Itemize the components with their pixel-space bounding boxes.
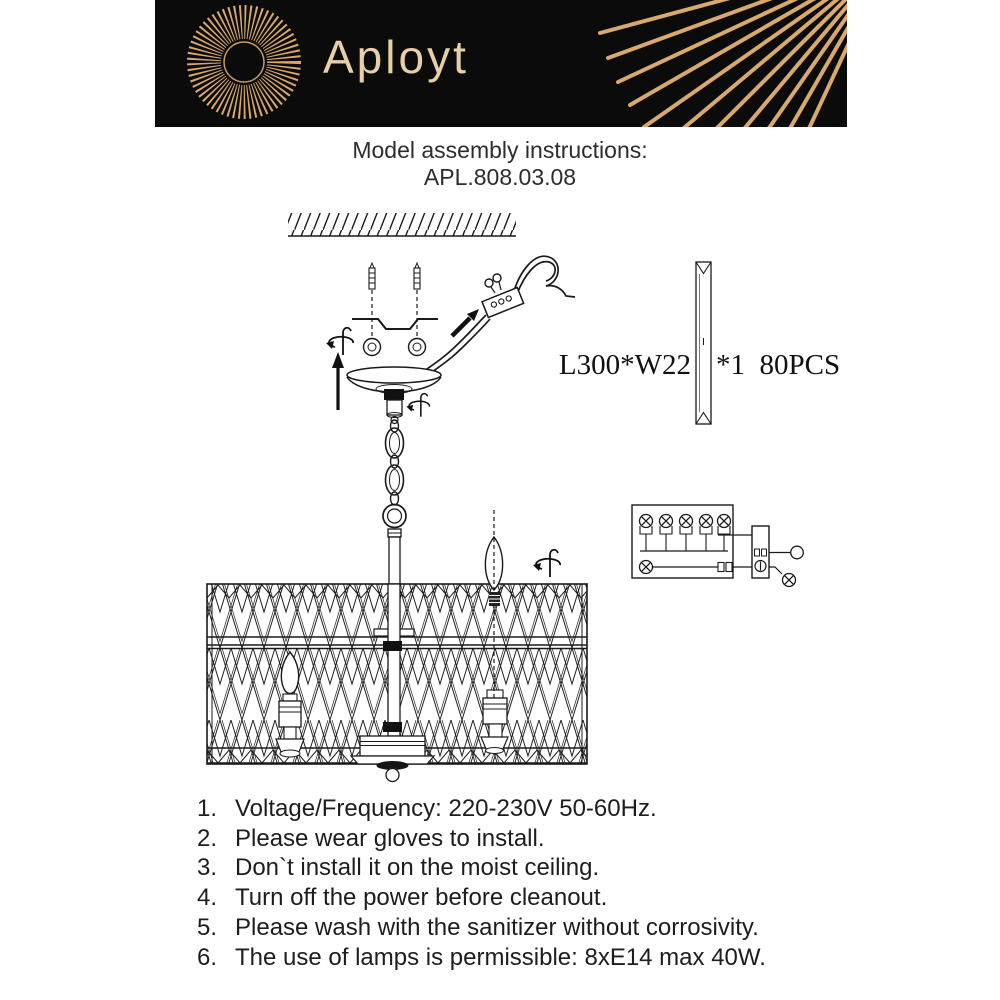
model-code: APL.808.03.08 [423, 164, 577, 190]
lamp-symbol-icon [700, 515, 713, 528]
lamp-symbol-icon [783, 574, 796, 587]
power-wire [424, 256, 575, 374]
lamp-symbol-icon [718, 515, 731, 528]
instruction-item [197, 853, 897, 883]
crystal-strip [696, 262, 711, 424]
instruction-text: The use of lamps is permissible: 8xE14 max 40W. [235, 943, 766, 971]
mounting-bracket [352, 319, 438, 329]
lift-arrow-icon [332, 352, 344, 410]
crystal-strip-label-left: L300*W22 [558, 349, 691, 381]
instruction-item [197, 913, 897, 943]
instruction-text: Please wash with the sanitizer without corrosivity. [235, 913, 759, 941]
lamp-symbol-icon [680, 515, 693, 528]
ceiling-hatch [288, 213, 516, 236]
instruction-number: 2. [197, 824, 218, 852]
crystal-strip-label-right: *1 80PCS [716, 349, 841, 381]
instruction-text: Turn off the power before cleanout. [235, 884, 608, 912]
page-title: Model assembly instructions: [352, 137, 648, 163]
suspension-rod [389, 537, 400, 585]
brand-name: Aployt [323, 31, 469, 83]
bottom-bowl [351, 736, 434, 770]
instruction-item [197, 883, 897, 913]
instruction-number: 3. [197, 854, 218, 882]
lamp-symbol-icon [660, 515, 673, 528]
instruction-item [197, 943, 897, 973]
terminal-block [752, 526, 769, 578]
instruction-text: Don`t install it on the moist ceiling. [235, 854, 600, 882]
ground-terminal-icon [791, 546, 804, 559]
instruction-item [197, 794, 897, 824]
hanging-chain [386, 420, 404, 505]
candle-socket-right [481, 690, 508, 754]
instruction-item [197, 824, 897, 854]
drum-shade [207, 584, 587, 782]
mounting-screws [364, 263, 426, 356]
lamp-symbol-icon [640, 515, 653, 528]
instruction-number: 4. [197, 884, 218, 912]
lamp-symbol-icon [640, 561, 653, 574]
instruction-number: 1. [197, 795, 218, 822]
instruction-text: Voltage/Frequency: 220-230V 50-60Hz. [235, 795, 657, 822]
bottom-finial [386, 768, 399, 782]
rotate-icon [406, 394, 429, 417]
instruction-number: 5. [197, 913, 218, 941]
rotate-icon [326, 328, 353, 355]
instruction-text: Please wear gloves to install. [235, 824, 545, 852]
wiring-diagram [632, 505, 803, 587]
hanging-ring [383, 505, 406, 538]
instructions-list [197, 794, 897, 972]
rotate-icon [533, 550, 560, 577]
instruction-number: 6. [197, 943, 218, 971]
insert-arrow-icon [452, 309, 479, 336]
